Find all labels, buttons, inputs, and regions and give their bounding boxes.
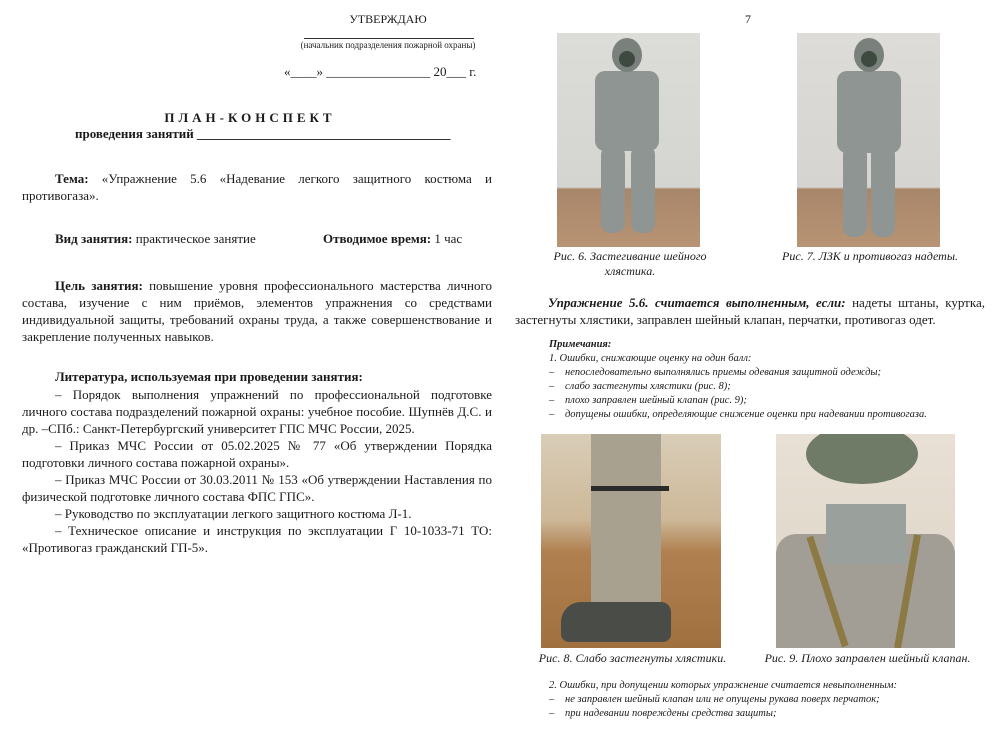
figure-8-caption: Рис. 8. Слабо застегнуты хлястики. [538,651,727,665]
figure-7-photo [797,33,940,247]
signature-line [304,38,474,39]
completion-rule-text: надеты штаны, куртка, застегнуты хлястики, заправлен шейный клапан, перчатки, противогаз одет. [515,295,985,327]
completion-rule [515,294,985,328]
notes-group-1-title: 1. Ошибки, снижающие оценку на один балл: [549,353,752,364]
literature-heading: Литература, используемая при проведении занятия: [55,369,363,384]
lesson-type-label: Вид занятия: [55,231,133,246]
notes-item: – плохо заправлен шейный клапан (рис. 9); [549,395,747,406]
notes-item: – при надевании повреждены средства защиты; [549,708,777,719]
notes-group-2 [549,679,989,721]
approval-label: УТВЕРЖДАЮ [349,12,427,26]
gas-mask-shape [806,434,918,484]
page-number: 7 [745,12,751,26]
literature-item: – Приказ МЧС России от 30.03.2011 № 153 «Об утверждении Наставления по физической подготовке личного состава ФПС ГПС». [22,472,492,504]
suit-jacket-shape [595,71,659,151]
lesson-type-value: практическое занятие [132,231,256,246]
gas-mask-shape [619,51,635,67]
literature-item: – Порядок выполнения упражнений по профессиональной подготовке личного состава подразделений пожарной охраны: учебное пособие. Шупнёв Д.С. и др. –СПб.: Санкт-Петербургский университет ГПС МЧС России, 2025. [22,387,492,436]
allotted-time [323,231,462,247]
document-subtitle: проведения занятий _______________________________________ [75,126,451,141]
allotted-time-value: 1 час [431,231,463,246]
trouser-leg-shape [591,434,661,624]
document-title: ПЛАН-КОНСПЕКТ [164,110,336,125]
suit-leg-shape [601,145,625,233]
notes-heading: Примечания: [549,339,612,350]
approval-position-caption: (начальник подразделения пожарной охраны) [300,40,476,50]
figure-9-photo [776,434,955,648]
neck-flap-shape [826,504,906,564]
topic-paragraph [22,170,492,204]
suit-leg-shape [631,145,655,233]
notes-item: – не заправлен шейный клапан или не опущены рукава поверх перчаток; [549,694,880,705]
figure-9-caption: Рис. 9. Плохо заправлен шейный клапан. [764,651,971,665]
suit-leg-shape [871,145,895,237]
gas-mask-shape [861,51,877,67]
approval-date-line: «____» ________________ 20___ г. [284,64,477,79]
goal-label: Цель занятия: [55,278,143,293]
lesson-type [55,231,256,247]
topic-text: «Упражнение 5.6 «Надевание легкого защитного костюма и противогаза». [22,171,492,203]
suit-jacket-shape [837,71,901,153]
literature-item: – Техническое описание и инструкция по эксплуатации Г 10-1033-71 ТО: «Противогаз гражданский ГП-5». [22,523,492,555]
goal-text: повышение уровня профессионального мастерства личного состава, изучение с ним приёмов, элементов упражнения со средствами индивидуальной защиты, требований охраны труда, а также совершенствование и закрепление полученных навыков. [22,278,492,344]
topic-label: Тема: [55,171,89,186]
notes-group-2-title: 2. Ошибки, при допущении которых упражнение считается невыполненным: [549,680,897,691]
notes-item: – допущены ошибки, определяющие снижение оценки при надевании противогаза. [549,409,927,420]
figure-6-photo [557,33,700,247]
notes-group-1 [549,338,989,422]
strap-band-shape [591,486,669,491]
figure-8-photo [541,434,721,648]
figure-7-caption: Рис. 7. ЛЗК и противогаз надеты. [782,249,958,263]
figure-6-caption: Рис. 6. Застегивание шейного хлястика. [553,249,707,278]
boot-cover-shape [561,602,671,642]
completion-rule-label: Упражнение 5.6. считается выполненным, если: [548,295,846,310]
literature-item: – Руководство по эксплуатации легкого защитного костюма Л-1. [55,506,412,521]
notes-item: – непоследовательно выполнялись приемы одевания защитной одежды; [549,367,882,378]
allotted-time-label: Отводимое время: [323,231,432,246]
literature-item: – Приказ МЧС России от 05.02.2025 № 77 «Об утверждении Порядка подготовки личного состава пожарной охраны». [22,438,492,470]
suit-leg-shape [843,145,867,237]
notes-item: – слабо застегнуты хлястики (рис. 8); [549,381,731,392]
goal-paragraph [22,277,492,345]
